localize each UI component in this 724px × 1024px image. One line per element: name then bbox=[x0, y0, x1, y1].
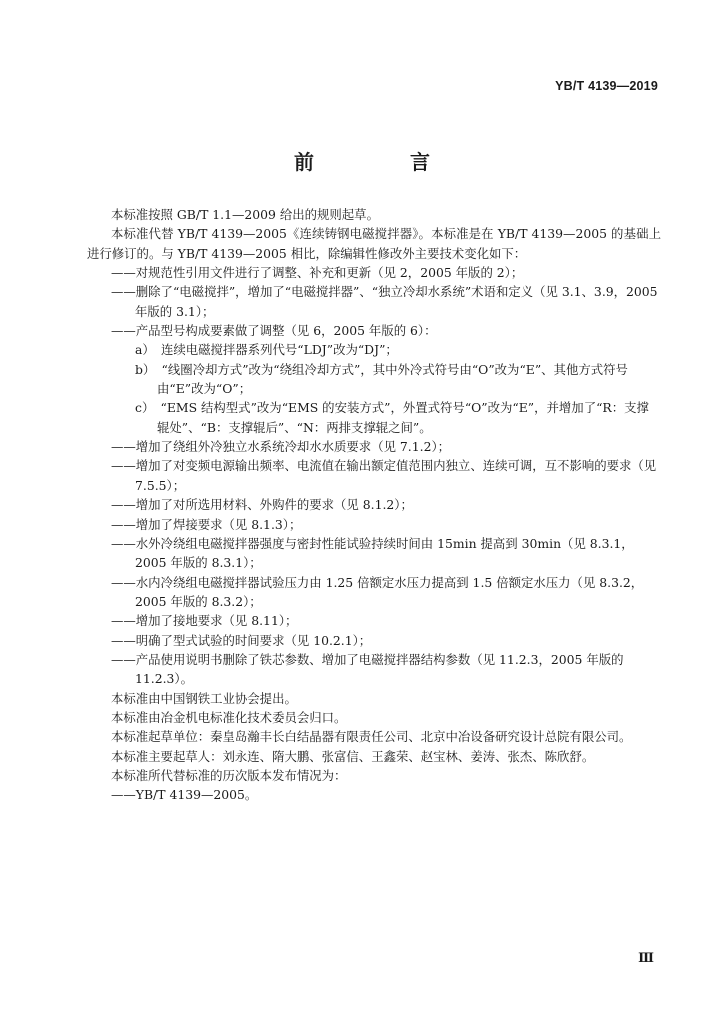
change-item: ——水内冷绕组电磁搅拌器试验压力由 1.25 倍额定水压力提高到 1.5 倍额定水压力（见 8.3.2，2005 年版的 8.3.2）； bbox=[111, 574, 644, 609]
paragraph-replacement: 本标准代替 YB/T 4139—2005《连续铸钢电磁搅拌器》。本标准是在 YB/T 4139—2005 的基础上进行修订的。与 YB/T 4139—2005 相比，除编辑性修改外主要技术变化如下： bbox=[87, 226, 661, 261]
closing-paragraph: 本标准由冶金机电标准化技术委员会归口。 bbox=[111, 709, 347, 725]
sub-item: a） 连续电磁搅拌器系列代号“LDJ”改为“DJ”； bbox=[135, 342, 398, 358]
sub-item: b） “线圈冷却方式”改为“绕组冷却方式”，其中外冷式符号由“O”改为“E”、其他方式符号由“E”改为“O”； bbox=[135, 361, 628, 397]
change-item: ——明确了型式试验的时间要求（见 10.2.1）； bbox=[111, 632, 372, 648]
change-item: ——增加了对所选用材料、外购件的要求（见 8.1.2）； bbox=[111, 497, 413, 513]
closing-paragraph: 本标准起草单位：秦皇岛瀚丰长白结晶器有限责任公司、北京中冶设备研究设计总院有限公司。 bbox=[111, 729, 632, 745]
page-number: Ⅲ bbox=[638, 951, 654, 966]
change-item: ——删除了“电磁搅拌”，增加了“电磁搅拌器”、“独立冷却水系统”术语和定义（见 3.1、3.9，2005 年版的 3.1）； bbox=[111, 284, 658, 319]
change-item: ——增加了接地要求（见 8.11）； bbox=[111, 613, 298, 629]
standard-code: YB/T 4139—2019 bbox=[555, 79, 658, 93]
change-item: ——水外冷绕组电磁搅拌器强度与密封性能试验持续时间由 15min 提高到 30min（见 8.3.1，2005 年版的 8.3.1）； bbox=[111, 535, 634, 571]
closing-paragraph: 本标准由中国钢铁工业协会提出。 bbox=[111, 690, 297, 706]
paragraph-drafting-rules: 本标准按照 GB/T 1.1—2009 给出的规则起草。 bbox=[111, 207, 379, 222]
change-item: ——增加了绕组外冷独立水系统冷却水水质要求（见 7.1.2）； bbox=[111, 439, 451, 455]
closing-paragraph: 本标准所代替标准的历次版本发布情况为： bbox=[111, 767, 347, 783]
sub-item: c） “EMS 结构型式”改为“EMS 的安装方式”，外置式符号“O”改为“E”，并增加了“R：支撑辊处”、“B：支撑辊后”、“N：两排支撑辊之间”。 bbox=[135, 400, 649, 435]
document-body bbox=[87, 205, 661, 805]
change-item: ——对规范性引用文件进行了调整、补充和更新（见 2，2005 年版的 2）； bbox=[111, 265, 524, 281]
change-item: ——产品型号构成要素做了调整（见 6，2005 年版的 6）： bbox=[111, 323, 437, 339]
change-item: ——增加了焊接要求（见 8.1.3）； bbox=[111, 516, 302, 532]
change-item: ——增加了对变频电源输出频率、电流值在输出额定值范围内独立、连续可调，互不影响的要求（见 7.5.5）； bbox=[111, 458, 657, 493]
change-item: ——产品使用说明书删除了铁芯参数、增加了电磁搅拌器结构参数（见 11.2.3，2005 年版的 11.2.3）。 bbox=[111, 651, 624, 687]
history-item: ——YB/T 4139—2005。 bbox=[111, 787, 258, 803]
closing-paragraph: 本标准主要起草人：刘永连、隋大鹏、张富信、王鑫荣、赵宝林、姜涛、张杰、陈欣舒。 bbox=[111, 748, 595, 764]
page-title: 前 言 bbox=[294, 150, 468, 174]
